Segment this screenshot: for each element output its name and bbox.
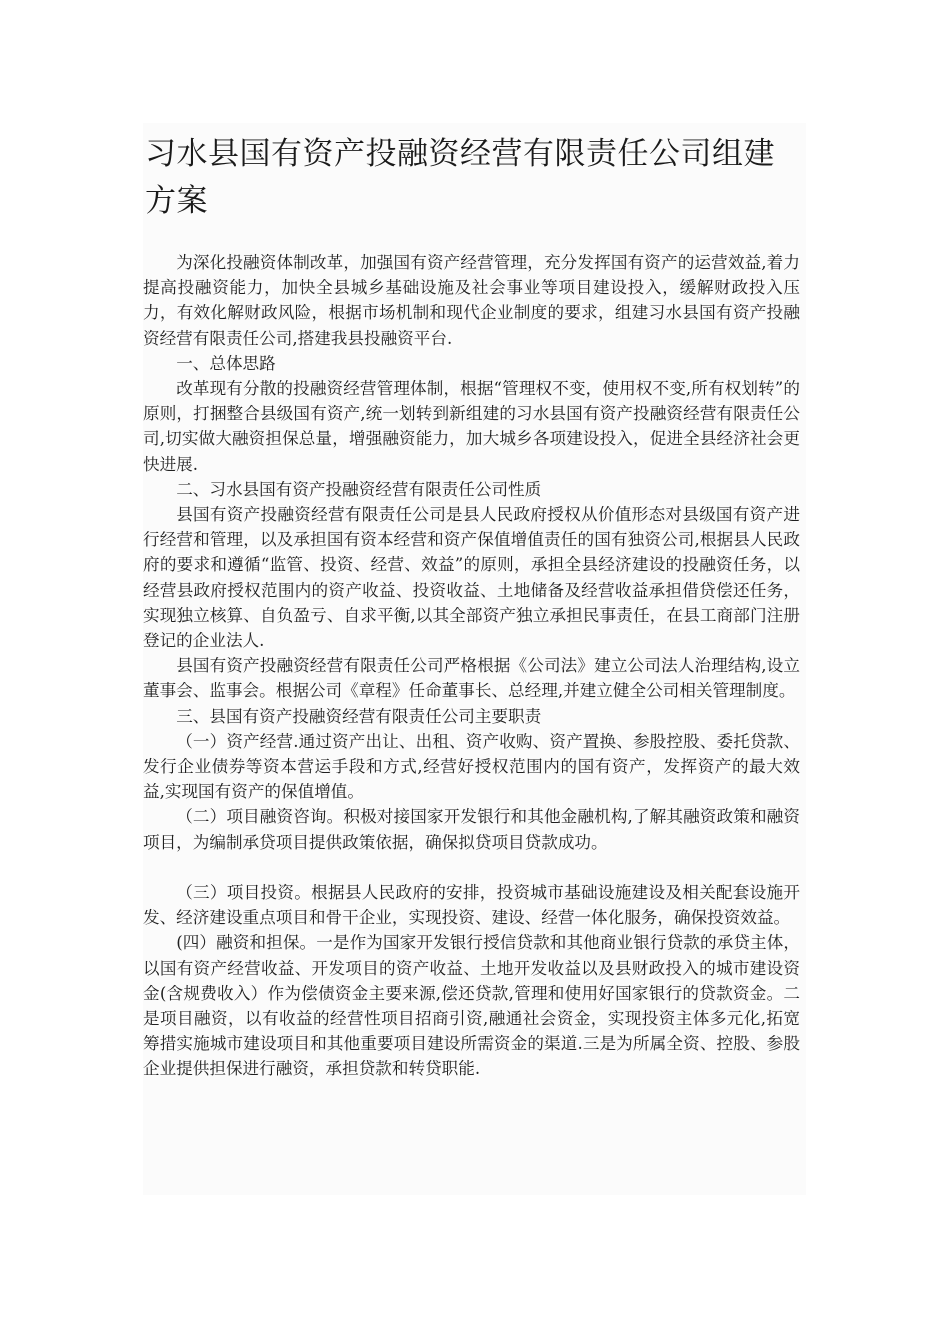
paragraph-intro: 为深化投融资体制改革，加强国有资产经营管理，充分发挥国有资产的运营效益,着力提高投融资能力，加快全县城乡基础设施及社会事业等项目建设投入，缓解财政投入压力，有效化解财政风险，根据市场机制和现代企业制度的要求，组建习水县国有资产投融资经营有限责任公司,搭建我县投融资平台. — [143, 253, 800, 348]
document-body — [143, 250, 806, 1082]
paragraph-governance: 县国有资产投融资经营有限责任公司严格根据《公司法》建立公司法人治理结构,设立董事会、监事会。根据公司《章程》任命董事长、总经理,并建立健全公司相关管理制度。 — [143, 656, 800, 701]
document-page — [143, 123, 806, 1195]
heading-main-duties: 三、县国有资产投融资经营有限责任公司主要职责 — [176, 706, 542, 726]
paragraph-duty-asset-operation: （一）资产经营.通过资产出让、出租、资产收购、资产置换、参股控股、委托贷款、发行企业债券等资本营运手段和方式,经营好授权范围内的国有资产，发挥资产的最大效益,实现国有资产的保值增值。 — [143, 731, 800, 802]
paragraph-duty-financing-consulting: （二）项目融资咨询。积极对接国家开发银行和其他金融机构,了解其融资政策和融资项目，为编制承贷项目提供政策依据，确保拟贷项目贷款成功。 — [143, 807, 800, 852]
paragraph-company-nature: 县国有资产投融资经营有限责任公司是县人民政府授权从价值形态对县级国有资产进行经营和管理，以及承担国有资本经营和资产保值增值责任的国有独资公司,根据县人民政府的要求和遵循“监管、投资、经营、效益”的原则，承担全县经济建设的投融资任务，以经营县政府授权范围内的资产收益、投资收益、土地储备及经营收益承担借贷偿还任务，实现独立核算、自负盈亏、自求平衡,以其全部资产独立承担民事责任，在县工商部门注册登记的企业法人. — [143, 505, 800, 651]
paragraph-duty-financing-guarantee: (四）融资和担保。一是作为国家开发银行授信贷款和其他商业银行贷款的承贷主体，以国有资产经营收益、开发项目的资产收益、土地开发收益以及县财政投入的城市建设资金(含规费收入）作为偿债资金主要来源,偿还贷款,管理和使用好国家银行的贷款资金。二是项目融资，以有收益的经营性项目招商引资,融通社会资金，实现投资主体多元化,拓宽筹措实施城市建设项目和其他重要项目建设所需资金的渠道.三是为所属全资、控股、参股企业提供担保进行融资，承担贷款和转贷职能. — [143, 933, 800, 1079]
document-title: 习水县国有资产投融资经营有限责任公司组建方案 — [145, 136, 775, 219]
heading-company-nature: 二、习水县国有资产投融资经营有限责任公司性质 — [176, 479, 542, 499]
paragraph-duty-project-investment: （三）项目投资。根据县人民政府的安排，投资城市基础设施建设及相关配套设施开发、经济建设重点项目和骨干企业，实现投资、建设、经营一体化服务，确保投资效益。 — [143, 883, 800, 928]
heading-overall-approach: 一、总体思路 — [176, 353, 276, 373]
paragraph-overall-approach: 改革现有分散的投融资经营管理体制，根据“管理权不变，使用权不变,所有权划转”的原则，打捆整合县级国有资产,统一划转到新组建的习水县国有资产投融资经营有限责任公司,切实做大融资担保总量，增强融资能力，加大城乡各项建设投入，促进全县经济社会更快进展. — [143, 379, 800, 474]
